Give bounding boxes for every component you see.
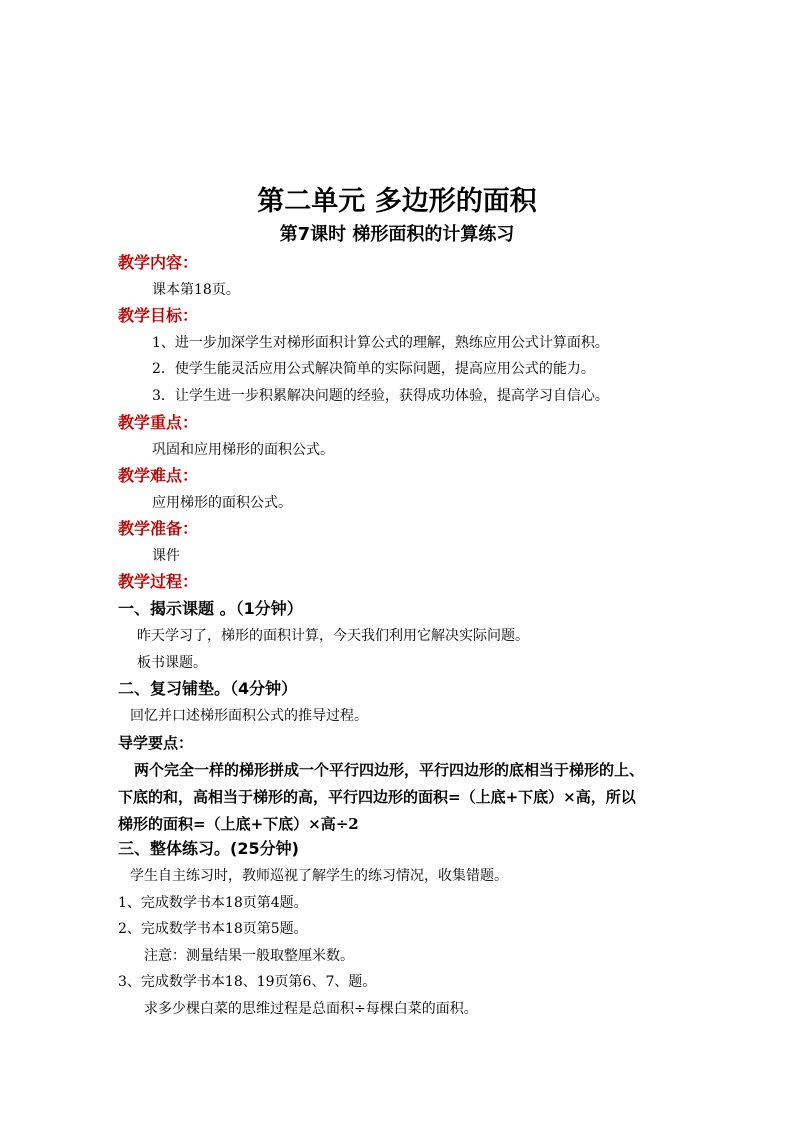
goal-1: 1、进一步加深学生对梯形面积计算公式的理解，熟练应用公式计算面积。 — [152, 335, 609, 351]
step2-heading: 二、复习铺垫。（4分钟） — [118, 679, 298, 698]
prep-text: 课件 — [152, 548, 180, 564]
step1-line-1: 昨天学习了，梯形的面积计算，今天我们利用它解决实际问题。 — [137, 628, 529, 644]
goals-heading: 教学目标： — [118, 306, 199, 325]
unit-title: 第二单元 多边形的面积 — [257, 186, 537, 217]
step1-line-2: 板书课题。 — [137, 655, 207, 671]
exercise-2: 2、完成数学书本18页第5题。 — [118, 921, 308, 937]
exercise-3: 3、完成数学书本18、19页第6、7、题。 — [118, 974, 377, 990]
difficulty-heading: 教学难点： — [118, 466, 199, 485]
content-text: 课本第18页。 — [152, 282, 240, 298]
guide-line-2: 下底的和，高相当于梯形的高，平行四边形的面积=（上底+下底）×高，所以 — [118, 788, 636, 806]
exercise-3-note: 求多少棵白菜的思维过程是总面积÷每棵白菜的面积。 — [144, 1001, 478, 1017]
prep-heading: 教学准备： — [118, 519, 199, 538]
guide-line-3: 梯形的面积=（上底+下底）×高÷2 — [118, 815, 359, 833]
goal-3: 3．让学生进一步积累解决问题的经验，获得成功体验，提高学习自信心。 — [152, 388, 609, 404]
difficulty-text: 应用梯形的面积公式。 — [152, 495, 292, 511]
step2-line-1: 回忆并口述梯形面积公式的推导过程。 — [130, 708, 368, 724]
key-heading: 教学重点： — [118, 413, 199, 432]
guide-line-1: 两个完全一样的梯形拼成一个平行四边形，平行四边形的底相当于梯形的上、 — [134, 761, 645, 779]
key-text: 巩固和应用梯形的面积公式。 — [152, 442, 334, 458]
step1-heading: 一、揭示课题 。（1分钟） — [118, 599, 303, 618]
step3-line-1: 学生自主练习时，教师巡视了解学生的练习情况，收集错题。 — [130, 868, 508, 884]
content-heading: 教学内容： — [118, 253, 199, 272]
guide-heading: 导学要点： — [118, 734, 194, 752]
lesson-title: 第7课时 梯形面积的计算练习 — [279, 224, 515, 245]
exercise-1: 1、完成数学书本18页第4题。 — [118, 895, 308, 911]
goal-2: 2．使学生能灵活应用公式解决简单的实际问题，提高应用公式的能力。 — [152, 361, 595, 377]
step3-heading: 三、整体练习。(25分钟) — [118, 839, 299, 858]
process-heading: 教学过程： — [118, 572, 199, 591]
exercise-2-note: 注意：测量结果一般取整厘米数。 — [144, 948, 354, 964]
